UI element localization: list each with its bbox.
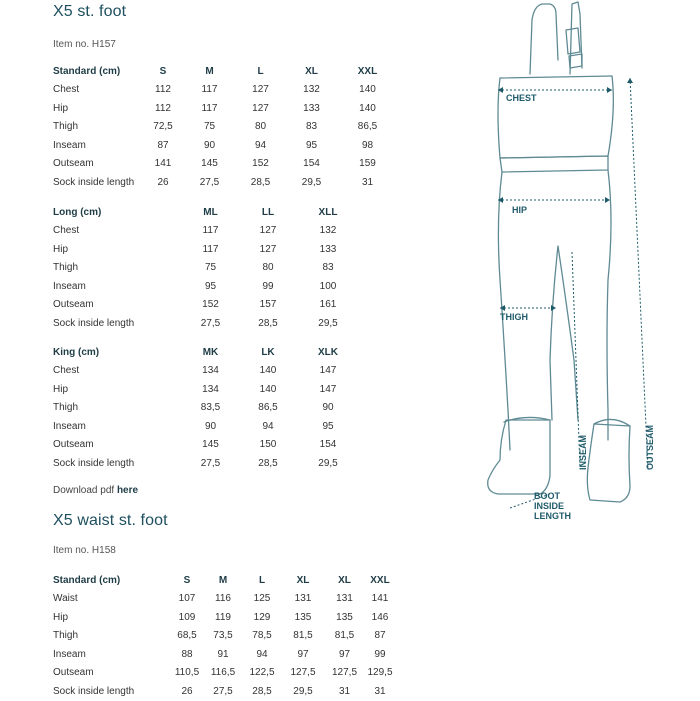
table-heading: Long (cm) xyxy=(53,206,102,218)
boot-right xyxy=(587,424,630,502)
table-row xyxy=(53,173,387,192)
size-value: 99 xyxy=(374,648,386,660)
size-value: 27,5 xyxy=(213,685,233,697)
size-table-king xyxy=(53,343,348,473)
table-row xyxy=(53,240,348,259)
size-value: 157 xyxy=(259,299,277,311)
size-value: 140 xyxy=(259,383,277,395)
size-value: 131 xyxy=(294,593,312,605)
size-value: 29,5 xyxy=(301,176,322,188)
table-row xyxy=(53,608,394,627)
suspender-strap-left xyxy=(530,4,558,74)
size-table-standard xyxy=(53,62,387,192)
size-value: 125 xyxy=(253,593,271,605)
size-value: 129 xyxy=(253,611,271,623)
size-value: 112 xyxy=(155,102,171,114)
size-column-header: MK xyxy=(202,346,219,358)
measurement-label: Inseam xyxy=(53,139,86,151)
product-title: X5 st. foot xyxy=(53,3,127,20)
measurement-label: Outseam xyxy=(53,299,94,311)
diagram-label-hip: HIP xyxy=(512,205,528,215)
size-table-long xyxy=(53,203,348,333)
size-value: 134 xyxy=(202,383,219,395)
size-value: 94 xyxy=(254,139,267,151)
size-column-header: XXL xyxy=(357,65,378,77)
item-number-waist: Item no. H158 xyxy=(53,545,116,556)
size-value: 127,5 xyxy=(331,667,358,679)
size-column-header: ML xyxy=(203,206,218,218)
diagram-label-boot: BOOT xyxy=(534,491,560,501)
measurement-label: Chest xyxy=(53,84,80,96)
size-value: 75 xyxy=(204,262,217,274)
diagram-label-chest: CHEST xyxy=(506,93,537,103)
diagram-label-inseam: INSEAM xyxy=(578,434,588,470)
wader-leg-right xyxy=(607,170,611,440)
size-value: 94 xyxy=(262,420,274,432)
size-value: 95 xyxy=(322,420,334,432)
size-value: 145 xyxy=(201,158,218,170)
size-value: 152 xyxy=(252,158,269,170)
download-pdf-text xyxy=(53,485,138,496)
table-row xyxy=(53,436,348,455)
size-value: 161 xyxy=(319,299,337,311)
table-row xyxy=(53,399,348,418)
size-value: 129,5 xyxy=(367,667,393,679)
measurement-label: Thigh xyxy=(53,262,79,274)
wader-diagram xyxy=(470,0,700,530)
size-value: 159 xyxy=(359,158,376,170)
size-value: 116,5 xyxy=(210,667,236,679)
size-value: 154 xyxy=(319,439,337,451)
table-heading: King (cm) xyxy=(53,346,100,358)
size-value: 98 xyxy=(361,139,374,151)
size-value: 99 xyxy=(262,280,274,292)
table-row xyxy=(53,417,348,436)
diagram-label-outseam: OUTSEAM xyxy=(645,425,655,470)
size-value: 87 xyxy=(374,630,386,642)
size-value: 140 xyxy=(359,84,376,96)
measurement-label: Thigh xyxy=(53,630,79,642)
size-value: 132 xyxy=(303,84,320,96)
suspender-strap-right xyxy=(570,2,582,74)
table-header-row xyxy=(53,343,348,362)
table-row xyxy=(53,645,394,664)
size-column-header: XLK xyxy=(318,346,338,358)
size-value: 127 xyxy=(252,102,269,114)
table-row xyxy=(53,314,348,333)
measurement-label: Outseam xyxy=(53,667,94,679)
size-column-header: L xyxy=(257,65,264,77)
measurement-label: Thigh xyxy=(53,402,79,414)
size-value: 150 xyxy=(259,439,277,451)
table-row xyxy=(53,81,387,100)
table-row xyxy=(53,296,348,315)
size-value: 141 xyxy=(154,158,172,170)
table-header-row xyxy=(53,571,394,590)
size-value: 116 xyxy=(215,593,231,605)
wader-torso xyxy=(498,76,613,158)
size-column-header: XL xyxy=(338,574,351,586)
size-value: 145 xyxy=(202,439,219,451)
table-row xyxy=(53,277,348,296)
table-row xyxy=(53,682,394,701)
size-value: 132 xyxy=(319,225,337,237)
size-value: 112 xyxy=(155,84,171,96)
size-column-header: L xyxy=(258,574,266,586)
download-label: Download pdf xyxy=(53,485,117,496)
table-row xyxy=(53,155,387,174)
size-value: 154 xyxy=(303,158,320,170)
size-value: 117 xyxy=(201,84,218,96)
size-column-header: S xyxy=(159,65,167,77)
size-value: 29,5 xyxy=(293,685,313,697)
size-value: 95 xyxy=(204,280,217,292)
size-value: 88 xyxy=(181,648,193,660)
size-value: 28,5 xyxy=(258,317,278,329)
table-row xyxy=(53,454,348,473)
size-value: 81,5 xyxy=(334,630,355,642)
size-column-header: M xyxy=(205,65,214,77)
diagram-label-inside: INSIDE xyxy=(534,501,565,511)
size-value: 75 xyxy=(203,121,216,133)
size-value: 117 xyxy=(201,102,218,114)
size-value: 28,5 xyxy=(252,685,272,697)
wader-leg-left xyxy=(498,172,510,450)
size-value: 90 xyxy=(203,139,216,151)
size-value: 27,5 xyxy=(200,457,221,469)
size-value: 94 xyxy=(256,648,268,660)
size-value: 127 xyxy=(252,84,269,96)
table-row xyxy=(53,259,348,278)
size-column-header: LK xyxy=(261,346,275,358)
size-value: 80 xyxy=(254,121,267,133)
item-number: Item no. H157 xyxy=(53,39,116,50)
size-value: 31 xyxy=(374,685,386,697)
size-value: 31 xyxy=(338,685,351,697)
size-column-header: XL xyxy=(305,65,318,77)
measurement-label: Hip xyxy=(53,611,69,623)
outseam-measure-line xyxy=(630,78,648,470)
measurement-label: Hip xyxy=(53,383,69,395)
wader-chest-top xyxy=(500,76,612,78)
table-header-row xyxy=(53,62,387,81)
size-column-header: LL xyxy=(261,206,275,218)
size-value: 117 xyxy=(202,225,219,237)
size-value: 68,5 xyxy=(177,630,197,642)
suspender-buckle xyxy=(566,28,580,54)
measurement-label: Sock inside length xyxy=(53,176,135,188)
measurement-label: Sock inside length xyxy=(53,685,135,697)
product-title-waist: X5 waist st. foot xyxy=(53,512,168,529)
size-value: 135 xyxy=(336,611,353,623)
size-value: 146 xyxy=(371,611,389,623)
size-value: 29,5 xyxy=(318,457,338,469)
size-value: 107 xyxy=(178,593,196,605)
size-value: 131 xyxy=(336,593,353,605)
size-value: 90 xyxy=(204,420,217,432)
size-value: 133 xyxy=(303,102,320,114)
size-table-waist-standard xyxy=(53,571,394,701)
size-value: 27,5 xyxy=(199,176,220,188)
table-row xyxy=(53,222,348,241)
size-value: 95 xyxy=(305,139,318,151)
size-value: 141 xyxy=(371,593,389,605)
diagram-label-thigh: THIGH xyxy=(500,312,528,322)
size-value: 27,5 xyxy=(200,317,221,329)
measurement-label: Sock inside length xyxy=(53,457,135,469)
table-row xyxy=(53,380,348,399)
table-row xyxy=(53,590,394,609)
download-pdf-link[interactable]: here xyxy=(116,485,139,496)
size-column-header: XXL xyxy=(370,574,390,586)
size-value: 110,5 xyxy=(174,667,200,679)
size-value: 31 xyxy=(361,176,374,188)
size-value: 100 xyxy=(319,280,337,292)
size-value: 86,5 xyxy=(357,121,378,133)
size-value: 28,5 xyxy=(250,176,271,188)
table-row xyxy=(53,362,348,381)
measurement-label: Hip xyxy=(53,243,69,255)
size-value: 133 xyxy=(319,243,337,255)
size-value: 73,5 xyxy=(213,630,233,642)
size-value: 87 xyxy=(157,139,169,151)
measurement-label: Chest xyxy=(53,225,80,237)
size-value: 78,5 xyxy=(252,630,272,642)
measurement-label: Outseam xyxy=(53,158,94,170)
size-column-header: XL xyxy=(296,574,310,586)
size-value: 127,5 xyxy=(290,667,316,679)
boot-left xyxy=(488,420,550,494)
measurement-label: Sock inside length xyxy=(53,317,135,329)
size-value: 83,5 xyxy=(200,402,221,414)
size-value: 90 xyxy=(322,402,334,414)
size-value: 83 xyxy=(305,121,318,133)
measurement-label: Inseam xyxy=(53,420,86,432)
table-heading: Standard (cm) xyxy=(53,574,121,586)
size-value: 86,5 xyxy=(258,402,278,414)
table-row xyxy=(53,118,387,137)
size-value: 72,5 xyxy=(153,121,173,133)
size-value: 83 xyxy=(322,262,334,274)
size-value: 119 xyxy=(215,611,231,623)
table-header-row xyxy=(53,203,348,222)
wader-belt xyxy=(500,156,608,172)
measurement-label: Hip xyxy=(53,102,69,114)
size-value: 109 xyxy=(178,611,196,623)
size-value: 127 xyxy=(259,243,277,255)
size-value: 97 xyxy=(297,648,309,660)
size-value: 117 xyxy=(202,243,219,255)
size-value: 28,5 xyxy=(258,457,278,469)
table-row xyxy=(53,627,394,646)
size-value: 122,5 xyxy=(249,667,275,679)
size-value: 140 xyxy=(359,102,376,114)
size-value: 97 xyxy=(338,648,351,660)
size-value: 152 xyxy=(202,299,219,311)
measurement-label: Chest xyxy=(53,365,80,377)
measurement-label: Inseam xyxy=(53,648,86,660)
measurement-label: Waist xyxy=(53,593,78,605)
size-column-header: XLL xyxy=(318,206,338,218)
size-value: 91 xyxy=(217,648,229,660)
size-value: 147 xyxy=(319,365,337,377)
size-value: 26 xyxy=(157,176,169,188)
table-row xyxy=(53,99,387,118)
table-heading: Standard (cm) xyxy=(53,65,121,77)
size-value: 140 xyxy=(259,365,277,377)
measurement-label: Outseam xyxy=(53,439,94,451)
size-value: 80 xyxy=(262,262,274,274)
size-column-header: M xyxy=(218,574,228,586)
measurement-label: Thigh xyxy=(53,121,79,133)
size-value: 135 xyxy=(294,611,312,623)
measurement-label: Inseam xyxy=(53,280,86,292)
table-row xyxy=(53,664,394,683)
size-value: 26 xyxy=(181,685,193,697)
diagram-label-length: LENGTH xyxy=(534,511,571,521)
size-column-header: S xyxy=(183,574,191,586)
size-value: 81,5 xyxy=(293,630,313,642)
wader-inner-legs xyxy=(550,246,578,420)
size-value: 29,5 xyxy=(318,317,338,329)
table-row xyxy=(53,136,387,155)
size-value: 147 xyxy=(319,383,337,395)
size-value: 134 xyxy=(202,365,219,377)
size-value: 127 xyxy=(259,225,277,237)
